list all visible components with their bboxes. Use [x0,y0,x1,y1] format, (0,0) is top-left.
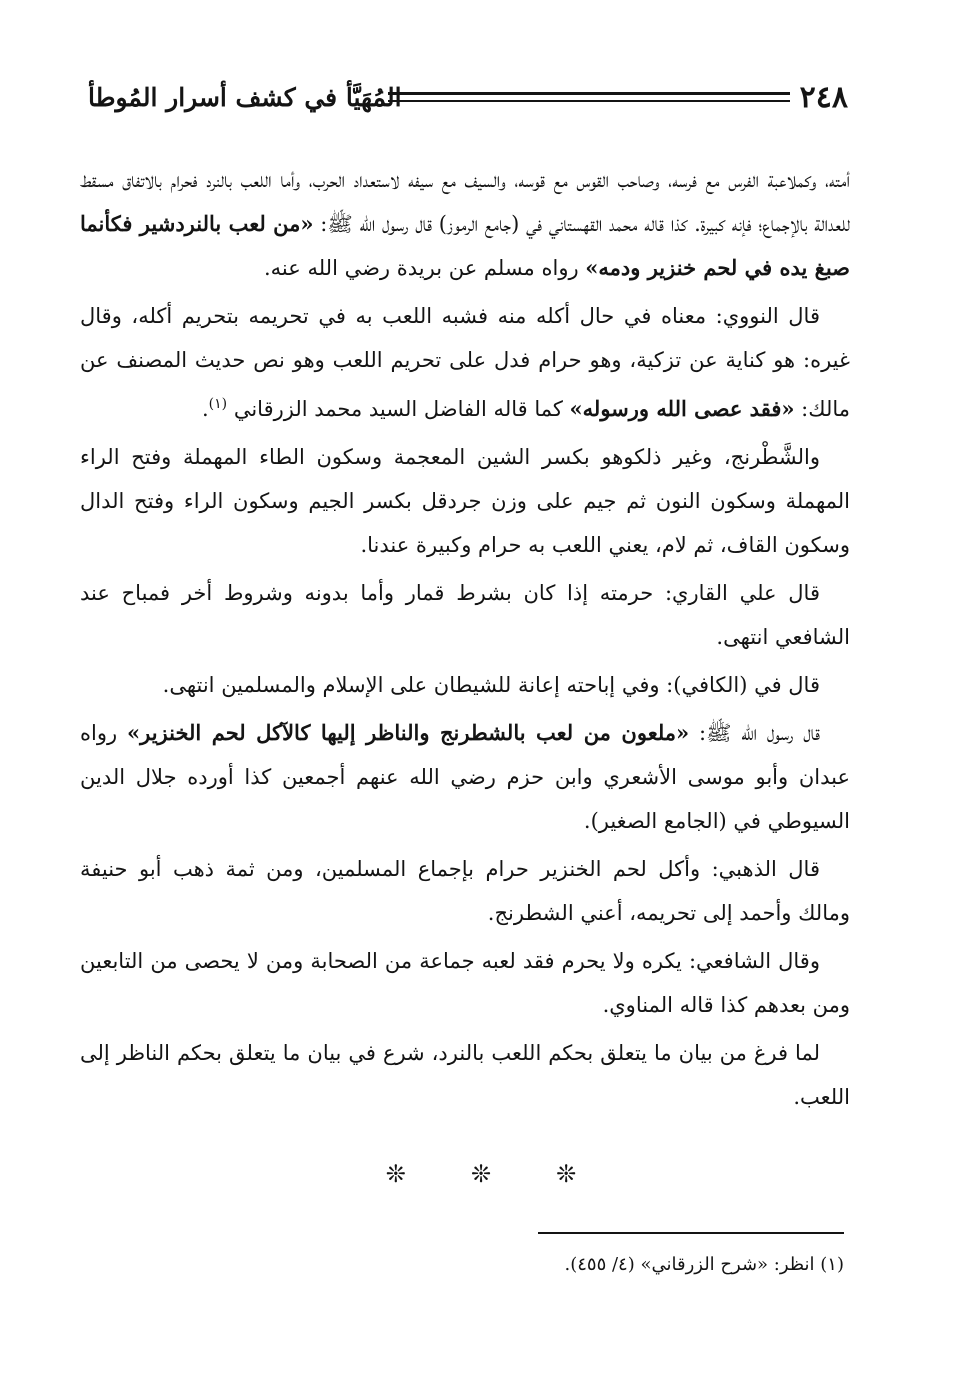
paragraph-text: قال الذهبي: وأكل لحم الخنزير حرام بإجماع المسلمين، ومن ثمة ذهب أبو حنيفة ومالك وأحمد إلى تحريمه، أعني الشطرنج. [80,857,850,925]
page-header [88,78,848,118]
hadith-quote: «ملعون من لعب بالشطرنج والناظر إليها كالآكل لحم الخنزير» [126,720,690,745]
footnote-rule [538,1232,844,1234]
hadith-quote: «من لعب بالنردشير فكأنما صبغ يده في لحم خنزير ودمه» [80,211,850,280]
hadith-quote: «فقد عصى الله ورسوله» [569,396,795,421]
paragraph [80,158,850,290]
paragraph [80,571,850,659]
section-separator [0,1160,962,1188]
paragraph [80,435,850,567]
paragraph-text: كما قاله الفاضل السيد محمد الزرقاني [233,397,570,421]
paragraph-text: أمته، وكملاعبة الفرس مع فرسه، وصاحب القوس مع قوسه، والسيف مع سيفه لاستعداد الحرب، وأما اللعب بالنرد فحرام بالاتفاق مسقط للعدالة بالإجماع؛ فإنه كبيرة. كذا قاله محمد القهستاني في (جامع الرموز) قال رسول الله ﷺ: [80,168,850,236]
paragraph [80,663,850,707]
paragraph [80,711,850,843]
header-rule [388,92,790,102]
paragraph [80,294,850,431]
page-body [80,158,850,1123]
paragraph-text: والشَّطْرنج، وغير ذلكوهو بكسر الشين المعجمة وسكون الطاء المهملة وفتح الراء المهملة وسكون النون ثم جيم على وزن جردقل بكسر الجيم وسكون الراء وفتح الدال وسكون القاف، ثم لام، يعني اللعب به حرام وكبيرة عندنا. [80,445,850,557]
paragraph-text: قال رسول الله ﷺ: [689,721,821,745]
paragraph-text: لما فرغ من بيان ما يتعلق بحكم اللعب بالنرد، شرع في بيان ما يتعلق بحكم الناظر إلى اللعب. [80,1041,850,1109]
paragraph [80,847,850,935]
asterism-icon: ❊ [470,1160,492,1188]
asterism-icon: ❊ [556,1160,577,1188]
paragraph-text: قال علي القاري: حرمته إذا كان بشرط قمار وأما بدونه وشروط أخر فمباح عند الشافعي انتهى. [80,581,850,649]
footnote-reference[interactable]: (١) [208,396,228,412]
paragraph [80,1031,850,1119]
paragraph-text: . [201,397,209,421]
paragraph-text: قال النووي: معناه في حال أكله منه فشبه اللعب به في تحريمه بتحريم أكله، وقال غيره: هو كناية عن تزكية، وهو حرام فدل على تحريم اللعب وهو نص حديث المصنف عن مالك: [80,304,850,421]
paragraph [80,939,850,1027]
paragraph-text: رواه مسلم عن بريدة رضي الله عنه. [263,256,586,280]
paragraph-text: قال في (الكافي): وفي إباحته إعانة للشيطان على الإسلام والمسلمين انتهى. [162,673,820,697]
book-title: المُهَيَّأ في كشف أسرار المُوطأ [88,83,402,112]
paragraph-text: رواه عبدان وأبو موسى الأشعري وابن حزم رضي الله عنهم أجمعين كذا أورده جلال الدين السيوطي في (الجامع الصغير). [80,721,850,833]
page-number: ٢٤٨ [799,80,848,115]
paragraph-text: وقال الشافعي: يكره ولا يحرم فقد لعبه جماعة من الصحابة ومن لا يحصى من التابعين ومن بعدهم كذا قاله المناوي. [80,949,850,1017]
asterism-icon: ❊ [385,1160,406,1188]
footnote: (١) انظر: «شرح الزرقاني» (٤/ ٤٥٥). [564,1254,844,1275]
